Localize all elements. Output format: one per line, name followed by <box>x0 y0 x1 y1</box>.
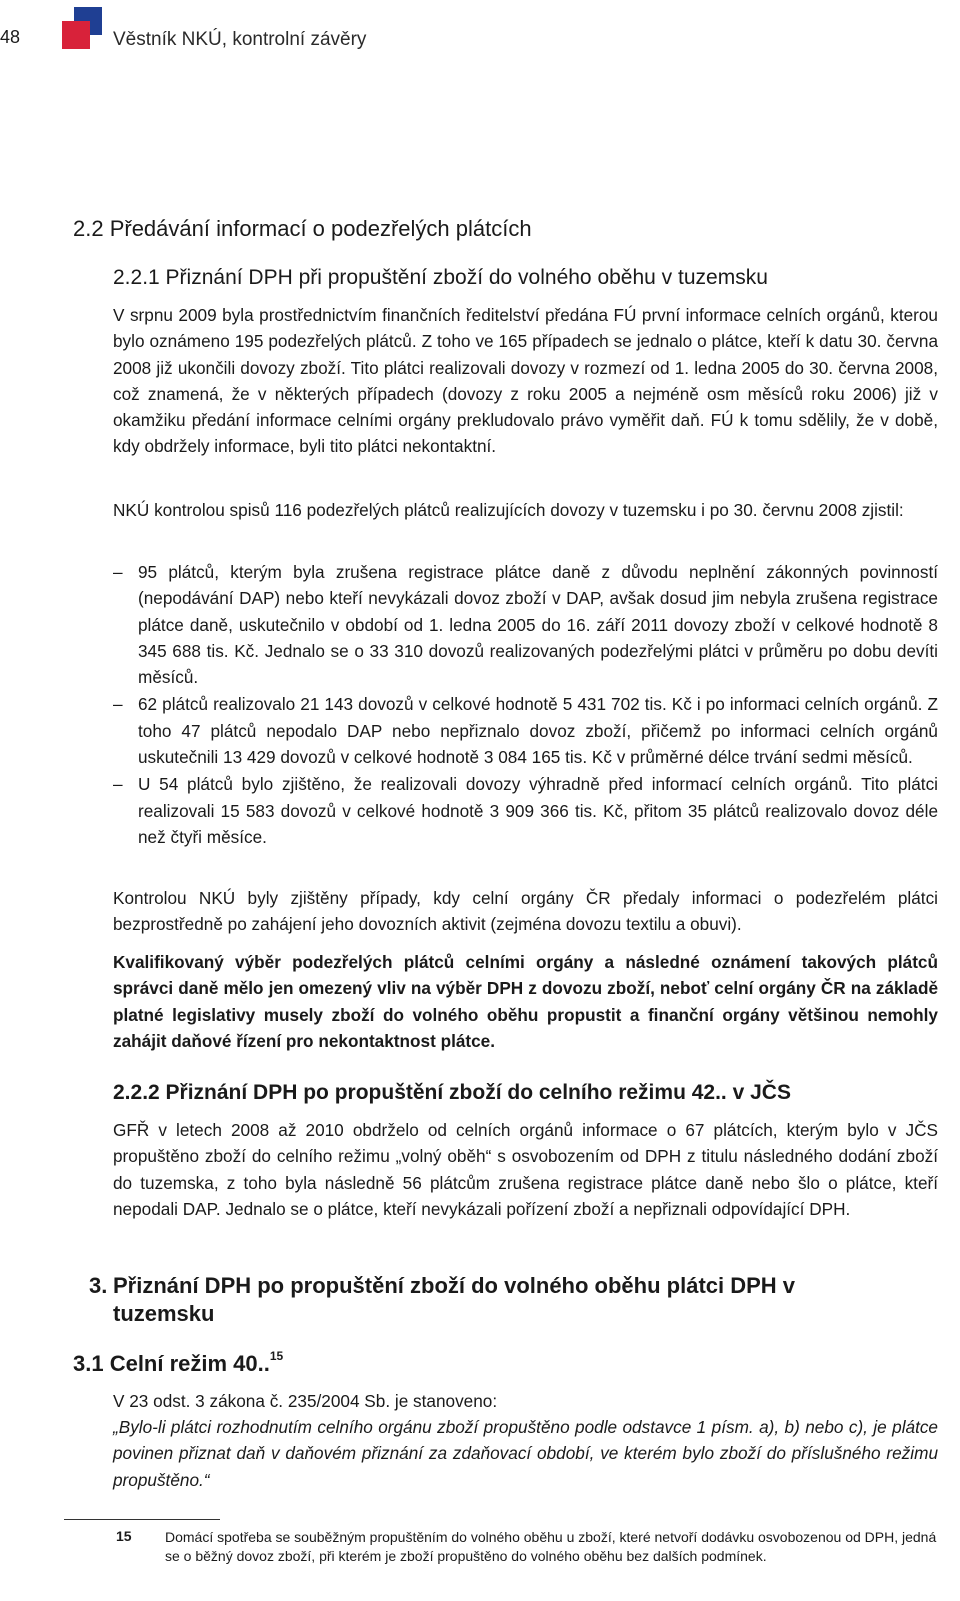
list-item <box>113 771 938 850</box>
list-dash: – <box>113 694 123 715</box>
list-dash: – <box>113 774 123 795</box>
paragraph-nku-findings-intro: NKÚ kontrolou spisů 116 podezřelých plátců realizujících dovozy v tuzemsku i po 30. červnu 2008 zjistil: <box>113 500 904 520</box>
paragraph-law-quote: „Bylo-li plátci rozhodnutím celního orgánu zboží propuštěno podle odstavce 1 písm. a), b) nebo c), je plátce povinen přiznat daň v daňovém přiznání za zdaňovací období, ve kterém bylo zboží do příslušného režimu propuštěno.“ <box>113 1417 938 1490</box>
section-heading-3-1 <box>73 1351 283 1377</box>
list-dash: – <box>113 562 123 582</box>
list-item-text: U 54 plátců bylo zjištěno, že realizovali dovozy výhradně před informací celních orgánů. Tito plátci realizovali 15 583 dovozů v celkové hodnotě 3 909 366 tis. Kč, přitom 35 plátců realizovalo dovoz déle než čtyři měsíce. <box>138 774 938 847</box>
list-item-text: 62 plátců realizovalo 21 143 dovozů v celkové hodnotě 5 431 702 tis. Kč i po informaci celních orgánů. Z toho 47 plátců nepodalo DAP nebo nepřiznalo dovoz zboží, přičemž po informaci celních orgánů uskutečnili 13 429 dovozů v celkové hodnotě 3 084 165 tis. Kč v průměrné délce trvání sedmi měsíců. <box>138 694 938 768</box>
footnote-number: 15 <box>116 1528 132 1544</box>
list-item <box>113 559 938 690</box>
section-heading-2-2-2: 2.2.2 Přiznání DPH po propuštění zboží do celního režimu 42.. v JČS <box>113 1081 791 1104</box>
list-item <box>113 691 938 770</box>
section-heading-2-2-1: 2.2.1 Přiznání DPH při propuštění zboží do volného oběhu v tuzemsku <box>113 266 768 289</box>
footnote-text: Domácí spotřeba se souběžným propuštěním do volného oběhu u zboží, které netvoří dodávku osvobozenou od DPH, jedná se o běžný dovoz zboží, při kterém je zboží propuštěno do volného oběhu bez dalších podmínek. <box>165 1529 937 1564</box>
paragraph-conclusion-bold: Kvalifikovaný výběr podezřelých plátců celními orgány a následné oznámení takových plátců správci daně mělo jen omezený vliv na výběr DPH z dovozu zboží, neboť celní orgány ČR na základě platné legislativy musely zboží do volného oběhu propustit a finanční orgány většinou nemohly zahájit daňové řízení pro nekontaktnost plátce. <box>113 952 938 1051</box>
paragraph-control-cases: Kontrolou NKÚ byly zjištěny případy, kdy celní orgány ČR předaly informaci o podezřelém plátci bezprostředně po zahájení jeho dovozních aktivit (zejména dovozu textilu a obuvi). <box>113 888 938 935</box>
logo-red-square <box>62 21 90 49</box>
section-title: 3.1 Celní režim 40.. <box>73 1351 270 1376</box>
journal-title: Věstník NKÚ, kontrolní závěry <box>113 29 367 50</box>
findings-list <box>113 559 938 851</box>
section-title: Přiznání DPH po propuštění zboží do volného oběhu plátci DPH v tuzemsku <box>113 1273 796 1326</box>
nku-logo <box>62 7 104 47</box>
footnote-reference: 15 <box>269 1349 284 1363</box>
footnote-divider <box>64 1519 220 1520</box>
paragraph-gfr-information: GFŘ v letech 2008 až 2010 obdrželo od celních orgánů informace o 67 plátcích, kterým bylo v JČS propuštěno zboží do celního režimu „volný oběh“ s osvobozením od DPH z titulu následného dodání zboží do tuzemska, z toho byla následně 56 plátcům zrušena registrace plátce daně nebo šlo o plátce, kteří nepodali DAP. Jednalo se o plátce, kteří nevykázali pořízení zboží a nepřiznali odpovídající DPH. <box>113 1120 938 1219</box>
page-number: 48 <box>0 27 21 47</box>
paragraph-law-reference: V 23 odst. 3 zákona č. 235/2004 Sb. je stanoveno: <box>113 1391 498 1411</box>
list-item-text: 95 plátců, kterým byla zrušena registrace plátce daně z důvodu neplnění zákonných povinností (nepodávání DAP) nebo kteří nevykázali dovoz zboží v DAP, avšak dosud jim nebyla zrušena registrace plátce daně, uskutečnilo v období od 1. ledna 2005 do 16. září 2011 dovozy zboží v celkové hodnotě 8 345 688 tis. Kč. Jednalo se o 33 310 dovozů realizovaných podezřelými plátci v průměru po dobu devíti měsíců. <box>138 562 938 688</box>
section-heading-2-2: 2.2 Předávání informací o podezřelých plátcích <box>73 216 532 241</box>
paragraph-suspicious-payers-info: V srpnu 2009 byla prostřednictvím finančních ředitelství předána FÚ první informace celních orgánů, kterou bylo oznámeno 195 podezřelých plátců. Z toho ve 165 případech se jednalo o plátce, kteří k datu 30. června 2008 již ukončili dovozy zboží. Tito plátci realizovali dovozy v rozmezí od 1. ledna 2005 do 30. června 2008, což znamená, že v některých případech (dovozy z roku 2005 a nejméně osm měsíců roku 2006) již v okamžiku předání informace celními orgány prekludovalo právo vyměřit daň. FÚ k tomu sdělily, že v době, kdy obdržely informace, byli tito plátci nekontaktní. <box>113 305 938 457</box>
section-number: 3. <box>89 1273 108 1298</box>
